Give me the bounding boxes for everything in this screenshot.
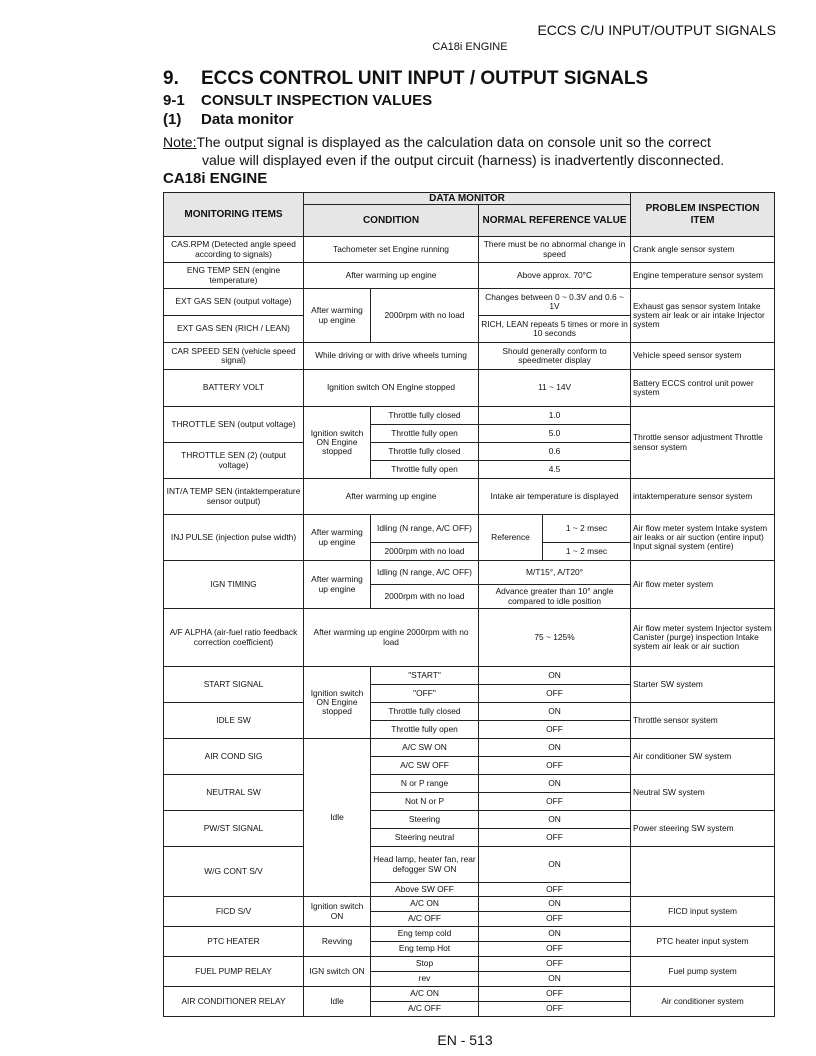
value-inj-idling: 1 ~ 2 msec <box>543 515 631 543</box>
subsection-title <box>163 111 294 128</box>
cond-wg-on: Head lamp, heater fan, rear defogger SW ON <box>371 847 479 883</box>
cond-car-speed: While driving or with drive wheels turning <box>304 343 479 370</box>
cond-ptc-hot: Eng temp Hot <box>371 942 479 957</box>
item-ficd: FICD S/V <box>164 897 304 927</box>
problem-ign-timing: Air flow meter system <box>631 561 775 609</box>
item-air-cond-sig: AIR COND SIG <box>164 739 304 775</box>
value-cas-rpm: There must be no abnormal change in speed <box>479 237 631 263</box>
item-air-conditioner-relay: AIR CONDITIONER RELAY <box>164 987 304 1017</box>
value-ptc-hot: OFF <box>479 942 631 957</box>
problem-ext-gas: Exhaust gas sensor system Intake system air leak or air intake Injector system <box>631 289 775 343</box>
value-neutral-not: OFF <box>479 793 631 811</box>
cond-ign-idling: Idling (N range, A/C OFF) <box>371 561 479 585</box>
value-fuel-pump-stop: OFF <box>479 957 631 972</box>
header-data-monitor: DATA MONITOR <box>304 193 631 205</box>
problem-idle-sw: Throttle sensor system <box>631 703 775 739</box>
item-throttle-sen: THROTTLE SEN (output voltage) <box>164 407 304 443</box>
problem-neutral-sw: Neutral SW system <box>631 775 775 811</box>
value-ptc-cold: ON <box>479 927 631 942</box>
cond-ficd-off: A/C OFF <box>371 912 479 927</box>
item-car-speed: CAR SPEED SEN (vehicle speed signal) <box>164 343 304 370</box>
value-inj-2000rpm: 1 ~ 2 msec <box>543 543 631 561</box>
cond-start-off: "OFF" <box>371 685 479 703</box>
cond-ptc-cold: Eng temp cold <box>371 927 479 942</box>
cond-inta-temp: After warming up engine <box>304 479 479 515</box>
cond-idle: Idle <box>304 739 371 897</box>
cond-start: "START" <box>371 667 479 685</box>
cond-throttle-2-closed: Throttle fully closed <box>371 443 479 461</box>
cond-ac-off: A/C SW OFF <box>371 757 479 775</box>
cond-wg-off: Above SW OFF <box>371 883 479 897</box>
value-fuel-pump-rev: ON <box>479 972 631 987</box>
title-text: ECCS CONTROL UNIT INPUT / OUTPUT SIGNALS <box>201 68 649 89</box>
value-ac-relay-off: OFF <box>479 1002 631 1017</box>
page-title <box>163 68 648 90</box>
cond-throttle-2-open: Throttle fully open <box>371 461 479 479</box>
header-condition: CONDITION <box>304 205 479 237</box>
problem-ac-relay: Air conditioner system <box>631 987 775 1017</box>
cond-ignition-switch-on: Ignition switch ON Engine stopped <box>304 667 371 739</box>
item-cas-rpm: CAS.RPM (Detected angle speed according to signals) <box>164 237 304 263</box>
page-number: EN - 513 <box>437 1032 493 1048</box>
problem-ficd: FICD input system <box>631 897 775 927</box>
cond-ign-2000rpm: 2000rpm with no load <box>371 585 479 609</box>
value-ext-gas-rich-lean: RICH, LEAN repeats 5 times or more in 10 seconds <box>479 316 631 343</box>
cond-eng-temp: After warming up engine <box>304 263 479 289</box>
cond-steering: Steering <box>371 811 479 829</box>
value-idle-open: OFF <box>479 721 631 739</box>
value-inj-reference: Reference <box>479 515 543 561</box>
cond-steering-neutral: Steering neutral <box>371 829 479 847</box>
item-throttle-sen-2: THROTTLE SEN (2) (output voltage) <box>164 443 304 479</box>
problem-af-alpha: Air flow meter system Injector system Canister (purge) inspection Intake system air leak or air suction <box>631 609 775 667</box>
cond-ficd: Ignition switch ON <box>304 897 371 927</box>
item-ext-gas-rich-lean: EXT GAS SEN (RICH / LEAN) <box>164 316 304 343</box>
value-wg-on: ON <box>479 847 631 883</box>
value-ficd-on: ON <box>479 897 631 912</box>
cond-throttle-open: Throttle fully open <box>371 425 479 443</box>
problem-throttle: Throttle sensor adjustment Throttle sensor system <box>631 407 775 479</box>
value-throttle-closed: 1.0 <box>479 407 631 425</box>
value-ficd-off: OFF <box>479 912 631 927</box>
value-throttle-2-closed: 0.6 <box>479 443 631 461</box>
cond-ext-gas-a: After warming up engine <box>304 289 371 343</box>
item-eng-temp: ENG TEMP SEN (engine temperature) <box>164 263 304 289</box>
subsection-number: (1) <box>163 111 182 128</box>
item-wg-cont: W/G CONT S/V <box>164 847 304 897</box>
value-start-off: OFF <box>479 685 631 703</box>
cond-ac-relay-off: A/C OFF <box>371 1002 479 1017</box>
cond-inj-a: After warming up engine <box>304 515 371 561</box>
subsection-text: Data monitor <box>201 111 294 128</box>
cond-battery-volt: Ignition switch ON Engine stopped <box>304 370 479 407</box>
problem-inj-pulse: Air flow meter system Intake system air leaks or air suction (entire input) Input signal system (entire) <box>631 515 775 561</box>
cond-inj-idling: Idling (N range, A/C OFF) <box>371 515 479 543</box>
value-ac-off: OFF <box>479 757 631 775</box>
cond-ficd-on: A/C ON <box>371 897 479 912</box>
cond-idle-closed: Throttle fully closed <box>371 703 479 721</box>
item-ptc-heater: PTC HEATER <box>164 927 304 957</box>
value-ign-idling: M/T15°, A/T20° <box>479 561 631 585</box>
note-text-1: The output signal is displayed as the calculation data on console unit so the correct <box>196 134 711 150</box>
item-idle-sw: IDLE SW <box>164 703 304 739</box>
cond-fuel-pump: IGN switch ON <box>304 957 371 987</box>
value-wg-off: OFF <box>479 883 631 897</box>
value-ac-on: ON <box>479 739 631 757</box>
problem-start-signal: Starter SW system <box>631 667 775 703</box>
value-battery-volt: 11 ~ 14V <box>479 370 631 407</box>
cond-ac-relay: Idle <box>304 987 371 1017</box>
value-inta-temp: Intake air temperature is displayed <box>479 479 631 515</box>
note-text-2: value will displayed even if the output circuit (harness) is inadvertently disconnected. <box>202 152 725 168</box>
cond-ext-gas-b: 2000rpm with no load <box>371 289 479 343</box>
problem-pwst-signal: Power steering SW system <box>631 811 775 847</box>
value-throttle-open: 5.0 <box>479 425 631 443</box>
subtitle-text: CONSULT INSPECTION VALUES <box>201 92 433 109</box>
note-paragraph <box>163 133 783 169</box>
subtitle-number: 9-1 <box>163 92 185 109</box>
cond-neutral-np: N or P range <box>371 775 479 793</box>
problem-cas-rpm: Crank angle sensor system <box>631 237 775 263</box>
problem-fuel-pump: Fuel pump system <box>631 957 775 987</box>
section-subtitle <box>163 92 432 109</box>
value-neutral-np: ON <box>479 775 631 793</box>
problem-wg-cont <box>631 847 775 897</box>
value-ext-gas-voltage: Changes between 0 ~ 0.3V and 0.6 ~ 1V <box>479 289 631 316</box>
problem-air-cond-sig: Air conditioner SW system <box>631 739 775 775</box>
cond-ign-a: After warming up engine <box>304 561 371 609</box>
item-fuel-pump-relay: FUEL PUMP RELAY <box>164 957 304 987</box>
value-af-alpha: 75 ~ 125% <box>479 609 631 667</box>
value-steering: ON <box>479 811 631 829</box>
problem-ptc-heater: PTC heater input system <box>631 927 775 957</box>
cond-idle-open: Throttle fully open <box>371 721 479 739</box>
data-monitor-table <box>163 192 775 1017</box>
problem-car-speed: Vehicle speed sensor system <box>631 343 775 370</box>
value-idle-closed: ON <box>479 703 631 721</box>
item-neutral-sw: NEUTRAL SW <box>164 775 304 811</box>
header-problem-inspection: PROBLEM INSPECTION ITEM <box>631 193 775 237</box>
note-label: Note: <box>163 134 197 150</box>
value-steering-neutral: OFF <box>479 829 631 847</box>
engine-header: CA18i ENGINE <box>432 41 508 53</box>
item-battery-volt: BATTERY VOLT <box>164 370 304 407</box>
cond-ptc: Revving <box>304 927 371 957</box>
item-inj-pulse: INJ PULSE (injection pulse width) <box>164 515 304 561</box>
value-ac-relay-on: OFF <box>479 987 631 1002</box>
problem-battery-volt: Battery ECCS control unit power system <box>631 370 775 407</box>
problem-eng-temp: Engine temperature sensor system <box>631 263 775 289</box>
value-eng-temp: Above approx. 70°C <box>479 263 631 289</box>
title-number: 9. <box>163 68 179 89</box>
cond-ac-on: A/C SW ON <box>371 739 479 757</box>
item-ign-timing: IGN TIMING <box>164 561 304 609</box>
cond-throttle-closed: Throttle fully closed <box>371 407 479 425</box>
cond-ac-relay-on: A/C ON <box>371 987 479 1002</box>
header-normal-value: NORMAL REFERENCE VALUE <box>479 205 631 237</box>
cond-throttle: Ignition switch ON Engine stopped <box>304 407 371 479</box>
item-ext-gas-voltage: EXT GAS SEN (output voltage) <box>164 289 304 316</box>
item-af-alpha: A/F ALPHA (air-fuel ratio feedback correction coefficient) <box>164 609 304 667</box>
item-start-signal: START SIGNAL <box>164 667 304 703</box>
cond-inj-2000rpm: 2000rpm with no load <box>371 543 479 561</box>
value-car-speed: Should generally conform to speedmeter display <box>479 343 631 370</box>
cond-fuel-pump-stop: Stop <box>371 957 479 972</box>
value-throttle-2-open: 4.5 <box>479 461 631 479</box>
header-monitoring-items: MONITORING ITEMS <box>164 193 304 237</box>
item-pwst-signal: PW/ST SIGNAL <box>164 811 304 847</box>
cond-neutral-not: Not N or P <box>371 793 479 811</box>
value-ign-2000rpm: Advance greater than 10° angle compared to idle position <box>479 585 631 609</box>
problem-inta-temp: intaktemperature sensor system <box>631 479 775 515</box>
value-start: ON <box>479 667 631 685</box>
cond-af-alpha: After warming up engine 2000rpm with no load <box>304 609 479 667</box>
section-header: ECCS C/U INPUT/OUTPUT SIGNALS <box>537 22 776 38</box>
item-inta-temp: INT/A TEMP SEN (intaktemperature sensor output) <box>164 479 304 515</box>
cond-fuel-pump-rev: rev <box>371 972 479 987</box>
engine-title: CA18i ENGINE <box>163 170 268 187</box>
cond-cas-rpm: Tachometer set Engine running <box>304 237 479 263</box>
